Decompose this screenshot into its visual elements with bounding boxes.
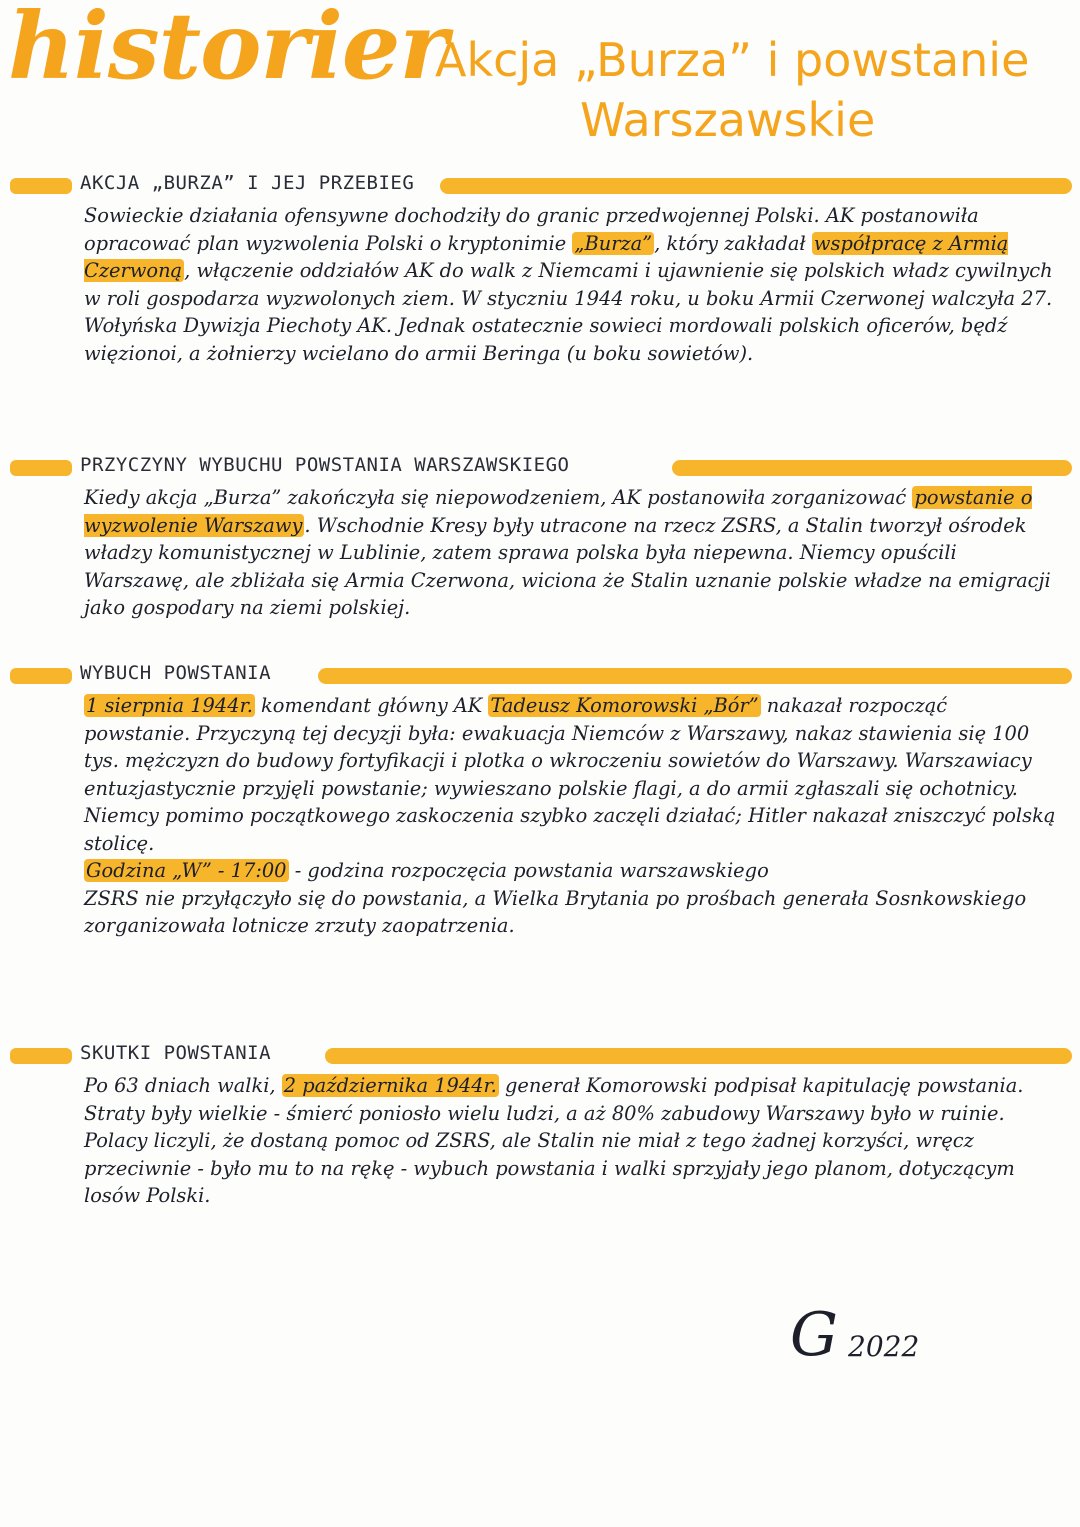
body-text-run: komendant główny AK bbox=[254, 694, 489, 717]
section-heading-bar bbox=[0, 452, 1080, 480]
highlight-bar-left bbox=[10, 668, 72, 684]
body-text-run: , włączenie oddziałów AK do walk z Niemcami i ujawnienie się polskich władz cywilnych w roli gospodarza wyzwolonych ziem. W styczniu 1944 roku, u boku Armii Czerwonej walczyła 27. Wołyńska Dywizja Piechoty AK. Jednak ostatecznie sowieci mordowali polskich oficerów, będź więzionoi, a żołnierzy wcielano do armii Beringa (u boku sowietów). bbox=[84, 259, 1053, 365]
signature-year: 2022 bbox=[848, 1330, 920, 1363]
body-text-run: Po 63 dniach walki, bbox=[84, 1074, 282, 1097]
highlighted-text: Tadeusz Komorowski „Bór” bbox=[490, 694, 759, 717]
section-body bbox=[84, 202, 1059, 367]
page-title bbox=[435, 30, 1055, 150]
highlighted-text: 2 października 1944r. bbox=[283, 1074, 497, 1097]
title-line-2: Warszawskie bbox=[580, 93, 876, 147]
section-body bbox=[84, 692, 1059, 940]
body-text-run: , który zakładał bbox=[654, 231, 812, 255]
highlighted-text: powstanie o wyzwolenie Warszawy bbox=[84, 486, 1033, 537]
body-text-run: Kiedy akcja „Burza” zakończyła się niepowodzeniem, AK postanowiła zorganizować bbox=[84, 486, 913, 509]
section-skutki bbox=[0, 1040, 1080, 1210]
section-body bbox=[84, 484, 1059, 622]
section-heading-bar bbox=[0, 1040, 1080, 1068]
brand-logo: historier bbox=[8, 0, 447, 100]
section-heading-bar bbox=[0, 170, 1080, 198]
body-text-run: Sowieckie działania ofensywne dochodziły do granic przedwojennej Polski. AK postanowiła opracować plan wyzwolenia Polski o kryptonimie bbox=[84, 204, 979, 255]
body-text-run: ZSRS nie przyłączyło się do powstania, a Wielka Brytania po prośbach generała Sosnkowskiego zorganizowała lotnicze zrzuty zaopatrzenia. bbox=[84, 886, 1027, 937]
signature-mark: G bbox=[790, 1300, 838, 1370]
section-body bbox=[84, 1072, 1059, 1210]
title-line-1: Akcja „Burza” i powstanie bbox=[435, 33, 1030, 87]
section-heading: AKCJA „BURZA” I JEJ PRZEBIEG bbox=[80, 172, 415, 194]
highlighted-text: 1 sierpnia 1944r. bbox=[86, 694, 253, 717]
highlight-bar-right bbox=[318, 668, 1072, 684]
highlight-bar-right bbox=[325, 1048, 1072, 1064]
highlight-bar-left bbox=[10, 460, 72, 476]
highlight-bar-right bbox=[440, 178, 1072, 194]
highlight-bar-left bbox=[10, 178, 72, 194]
section-heading: WYBUCH POWSTANIA bbox=[80, 662, 272, 684]
body-text-run: - godzina rozpoczęcia powstania warszawskiego bbox=[288, 859, 769, 882]
highlighted-text: Godzina „W” - 17:00 bbox=[86, 859, 287, 882]
section-heading: PRZYCZYNY WYBUCHU POWSTANIA WARSZAWSKIEGO bbox=[80, 454, 570, 476]
highlighted-text: „Burza” bbox=[574, 231, 653, 255]
section-przyczyny bbox=[0, 452, 1080, 622]
section-akcja-burza bbox=[0, 170, 1080, 367]
section-heading-bar bbox=[0, 660, 1080, 688]
highlight-bar-left bbox=[10, 1048, 72, 1064]
highlighted-text: współpracę z Armią Czerwoną bbox=[84, 231, 1009, 282]
section-wybuch bbox=[0, 660, 1080, 940]
body-text-run: nakazał rozpocząć powstanie. Przyczyną tej decyzji była: ewakuacja Niemców z Warszawy, nakaz stawienia się 100 tys. mężczyzn do budowy fortyfikacji i plotka o wkroczeniu sowietów do Warszawy. Warszawiacy entuzjastycznie przyjęli powstanie; wywieszano polskie flagi, a do armii zgłaszali się ochotnicy. Niemcy pomimo początkowego zaskoczenia szybko zaczęli działać; Hitler nakazał zniszczyć polską stolicę. bbox=[84, 694, 1056, 855]
body-text-run: generał Komorowski podpisał kapitulację powstania. Straty były wielkie - śmierć poniosło wielu ludzi, a aż 80% zabudowy Warszawy było w ruinie. Polacy liczyli, że dostaną pomoc od ZSRS, ale Stalin nie miał z tego żadnej korzyści, wręcz przeciwnie - było mu to na rękę - wybuch powstania i walki sprzyjały jego planom, dotyczącym losów Polski. bbox=[84, 1074, 1024, 1207]
body-text-run: . Wschodnie Kresy były utracone na rzecz ZSRS, a Stalin tworzył ośrodek władzy komunistycznej w Lublinie, zatem sprawa polska była niepewna. Niemcy opuścili Warszawę, ale zbliżała się Armia Czerwona, wiciona że Stalin uznanie polskie władze na emigracji jako gospodary na ziemi polskiej. bbox=[84, 513, 1051, 619]
section-heading: SKUTKI POWSTANIA bbox=[80, 1042, 272, 1064]
highlight-bar-right bbox=[672, 460, 1072, 476]
